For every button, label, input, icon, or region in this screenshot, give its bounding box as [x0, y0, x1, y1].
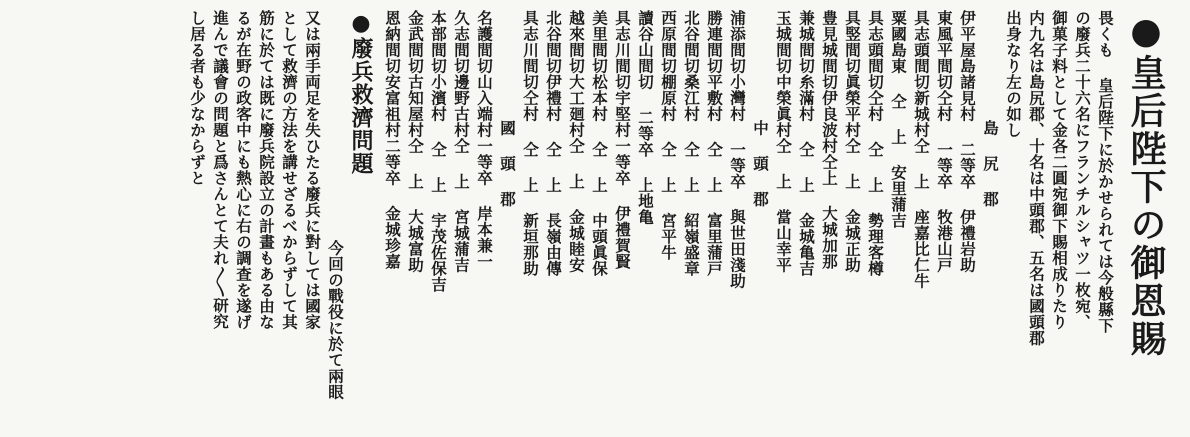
roster-row: 兼城間切糸滿村 仝 上 金城亀吉: [797, 10, 816, 277]
column-gap: [376, 10, 380, 430]
roster-row: 北谷間切伊禮村 仝 上 長嶺由傳: [544, 10, 563, 277]
roster-row: 具志川間切宇堅村一等卒 伊禮賀賢: [613, 10, 632, 270]
roster-row: 伊平屋島諸見村 二等卒 伊禮岩助: [958, 10, 977, 273]
article2-line: 又は兩手両足を失ひたる廢兵に對しては國家: [303, 10, 322, 330]
roster-row: 讀谷山間切 二等卒 上地亀: [636, 10, 655, 225]
roster-row: 玉城間切中榮眞村仝 上 當山幸平: [774, 10, 793, 273]
section-heading-kunigami: 國 頭 郡: [498, 120, 517, 207]
roster-row: 久志間切邊野古村仝 上 宮城蒲吉: [452, 10, 471, 273]
roster-row: 越來間切大工廻村仝 上 金城睦安: [567, 10, 586, 273]
article2-line: るが在野の政客中にも熱心に右の調査を遂げ: [234, 10, 253, 330]
roster-row: 粟國島東 仝 上 安里蒲吉: [889, 10, 908, 229]
article2-line: 進んで議會の問題と爲さんとて夫れ〳〵研究: [211, 10, 230, 330]
article2-heading: ●廢兵救濟問題: [348, 10, 374, 175]
article2-line: として救濟の方法を講せざるべからずして其: [280, 10, 299, 330]
roster-row: 西原間切棚原村 仝 上 宮平牛: [659, 10, 678, 261]
intro-line-4: 内九名は島尻郡、十名は中頭郡、五名は國頭郡: [1027, 10, 1046, 346]
article-headline: ●皇后陛下の御恩賜: [1125, 10, 1167, 358]
roster-row: 東風平間切仝村 一等卒 牧港山戸: [935, 10, 954, 273]
roster-row: 具志頭間切仝村 仝 上 勢理客樽: [866, 10, 885, 277]
roster-row: 勝連間切平敷村 仝 上 富里蒲戸: [705, 10, 724, 277]
intro-line-3: 御菓子料として金各二圓宛御下賜相成りたり: [1050, 10, 1069, 330]
roster-row: 名護間切山入端村一等卒 岸本兼一: [475, 10, 494, 270]
article2-line: 今回の戰役に於て兩眼: [326, 240, 345, 400]
roster-row: 本部間切小濱村 仝 上 宇茂佐保吉: [429, 10, 448, 293]
intro-line-1: 畏くも 皇后陛下に於かせられては今般縣下: [1096, 10, 1115, 334]
intro-line-5: 出身なり左の如し: [1004, 10, 1023, 138]
article2-line: し居る者も少なからずと: [188, 10, 207, 186]
roster-row: 恩納間切安富祖村二等卒 金城珍嘉: [383, 10, 402, 270]
roster-row: 具志頭間切新城村仝 上 座嘉比仁牛: [912, 10, 931, 289]
roster-row: 美里間切松本村 仝 上 中頭眞保: [590, 10, 609, 277]
section-heading-shimajiri: 島 尻 郡: [981, 120, 1000, 207]
roster-row: 北谷間切桑江村 仝 上 紹嶺盛章: [682, 10, 701, 277]
article2-line: 筋に於ては既に廢兵院設立の計畫もある由な: [257, 10, 276, 330]
roster-row: 具志川間切仝村 仝 上 新垣那助: [521, 10, 540, 277]
roster-row: 金武間切古知屋村仝 上 大城富助: [406, 10, 425, 273]
intro-line-2: の廢兵二十六名にフランチルシャツ一枚宛、: [1073, 10, 1092, 330]
section-heading-nakagami: 中 頭 郡: [751, 120, 770, 207]
roster-row: 具竪間切眞榮平村仝 上 金城正助: [843, 10, 862, 273]
roster-row: 浦添間切小灣村 一等卒 與世田淺助: [728, 10, 747, 289]
roster-row: 豊見城間切伊良波村仝上 大城加那: [820, 10, 839, 270]
